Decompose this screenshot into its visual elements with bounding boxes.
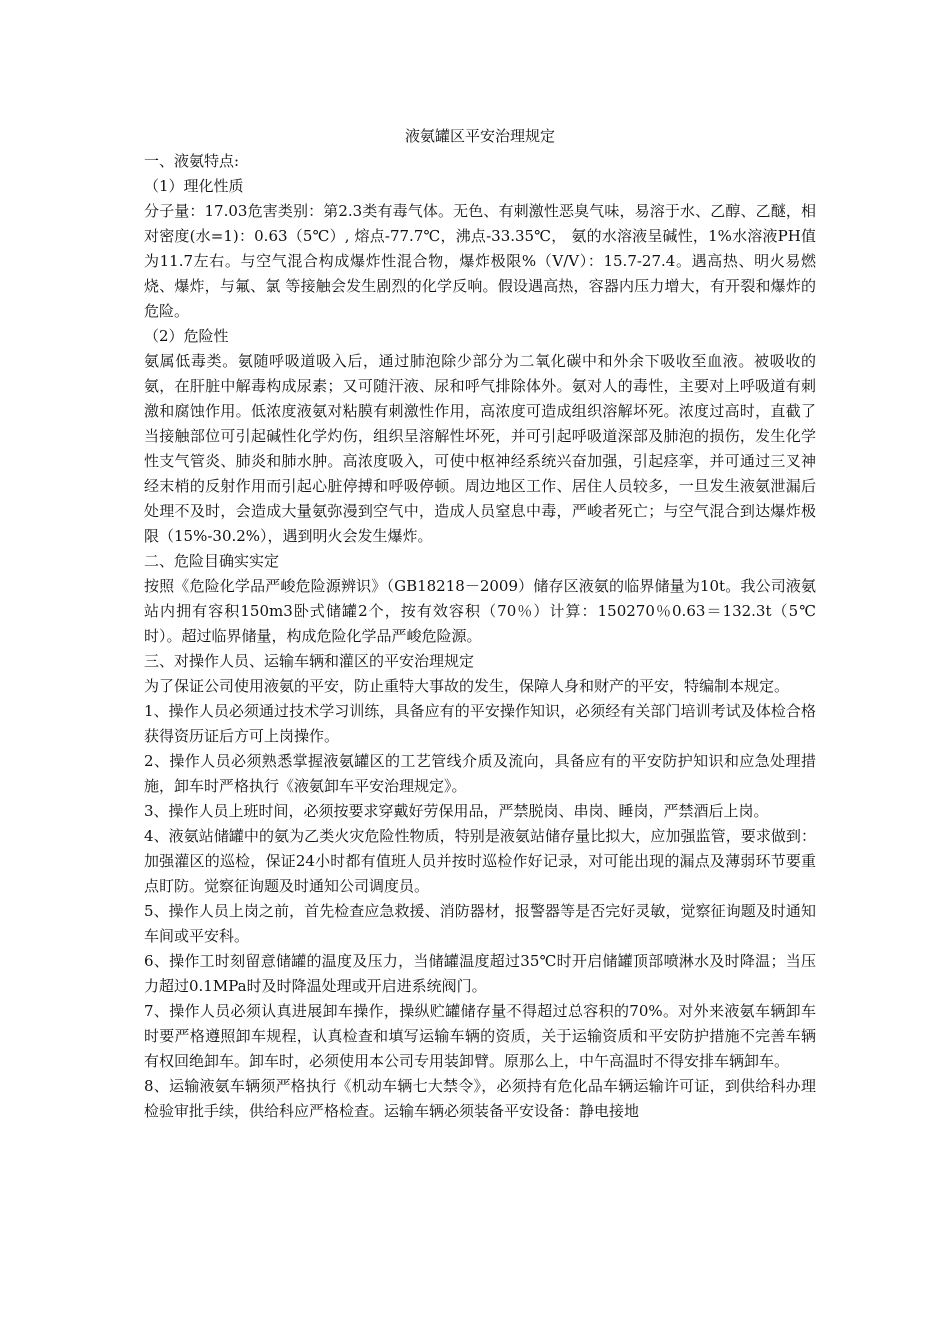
rule-item-6: 6、操作工时刻留意储罐的温度及压力，当储罐温度超过35℃时开启储罐顶部喷淋水及时降温；当压力超过0.1MPa时及时降温处理或开启进系统阀门。 [144,952,816,995]
document-body [144,124,816,1124]
rule-item-7: 7、操作人员必须认真进展卸车操作，操纵贮罐储存量不得超过总容积的70%。对外来液氨车辆卸车时要严格遵照卸车规程，认真检查和填写运输车辆的资质，关于运输资质和平安防护措施不完善车辆有权回绝卸车。卸车时，必须使用本公司专用装卸臂。原那么上，中午高温时不得安排车辆卸车。 [144,1002,816,1070]
heading-hazard-source: 二、危险目确实实定 [144,552,280,570]
rule-item-8: 8、运输液氨车辆须严格执行《机动车辆七大禁令》，必须持有危化品车辆运输许可证，到供给科办理检验审批手续，供给科应严格检查。运输车辆必须装备平安设备：静电接地 [144,1077,816,1120]
heading-ammonia-characteristics: 一、液氨特点: [144,152,240,170]
document-title: 液氨罐区平安治理规定 [404,127,555,145]
paragraph-physicochemical: 分子量：17.03危害类别：第2.3类有毒气体。无色、有刺激性恶臭气味，易溶于水、乙醇、乙醚，相对密度(水=1)：0.63（5℃）, 熔点-77.7℃，沸点-33.35℃， 氨的水溶液呈碱性，1%水溶液PH值为11.7左右。与空气混合构成爆炸性混合物，爆炸极限%（V/V）：15.7-27.4。遇高热、明火易燃烧、爆炸，与氟、氯 等接触会发生剧烈的化学反响。假设遇高热，容器内压力增大，有开裂和爆炸的危险。 [144,202,816,320]
paragraph-intro: 为了保证公司使用液氨的平安，防止重特大事故的发生，保障人身和财产的平安，特编制本规定。 [144,677,790,695]
heading-safety-rules: 三、对操作人员、运输车辆和灌区的平安治理规定 [144,652,475,670]
subheading-physicochemical: （1）理化性质 [144,177,244,195]
rule-item-1: 1、操作人员必须通过技术学习训练，具备应有的平安操作知识，必须经有关部门培训考试及体检合格获得资历证后方可上岗操作。 [144,702,816,745]
paragraph-hazard: 氨属低毒类。氨随呼吸道吸入后，通过肺泡除少部分为二氧化碳中和外余下吸收至血液。被吸收的氨，在肝脏中解毒构成尿素；又可随汗液、尿和呼气排除体外。氨对人的毒性，主要对上呼吸道有刺激和腐蚀作用。低浓度液氨对粘膜有刺激性作用，高浓度可造成组织溶解坏死。浓度过高时，直截了当接触部位可引起碱性化学灼伤，组织呈溶解性坏死，并可引起呼吸道深部及肺泡的损伤，发生化学性支气管炎、肺炎和肺水肿。高浓度吸入，可使中枢神经系统兴奋加强，引起痉挛，并可通过三叉神经末梢的反射作用而引起心脏停搏和呼吸停顿。周边地区工作、居住人员较多，一旦发生液氨泄漏后处理不及时，会造成大量氨弥漫到空气中，造成人员窒息中毒，严峻者死亡；与空气混合到达爆炸极限（15%-30.2%），遇到明火会发生爆炸。 [144,352,816,545]
rule-item-3: 3、操作人员上班时间，必须按要求穿戴好劳保用品，严禁脱岗、串岗、睡岗，严禁酒后上岗。 [144,802,769,820]
rule-item-4: 4、液氨站储罐中的氨为乙类火灾危险性物质，特别是液氨站储存量比拟大，应加强监管，要求做到：加强灌区的巡检，保证24小时都有值班人员并按时巡检作好记录，对可能出现的漏点及薄弱环节要重点盯防。觉察征询题及时通知公司调度员。 [144,827,816,895]
paragraph-hazard-source: 按照《危险化学品严峻危险源辨识》（GB18218－2009）储存区液氨的临界储量为10t。我公司液氨站内拥有容积150m3卧式储罐2个，按有效容积（70％）计算：150270％0.63＝132.3t（5℃时）。超过临界储量，构成危险化学品严峻危险源。 [144,577,816,645]
subheading-hazard: （2）危险性 [144,327,229,345]
rule-item-5: 5、操作人员上岗之前，首先检查应急救援、消防器材，报警器等是否完好灵敏，觉察征询题及时通知车间或平安科。 [144,902,816,945]
rule-item-2: 2、操作人员必须熟悉掌握液氨罐区的工艺管线介质及流向，具备应有的平安防护知识和应急处理措施，卸车时严格执行《液氨卸车平安治理规定》。 [144,752,816,795]
